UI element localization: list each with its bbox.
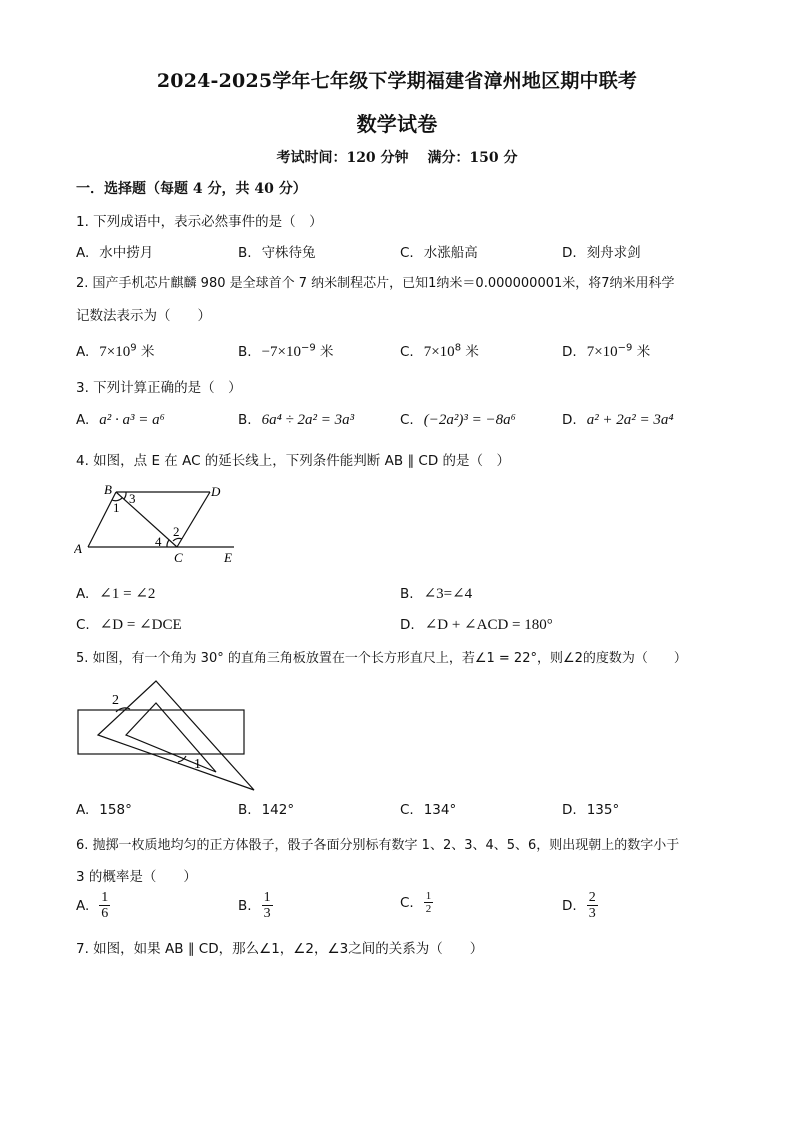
option-letter: D.: [562, 897, 577, 914]
option-letter: D.: [562, 802, 577, 818]
option-letter: B.: [238, 344, 252, 360]
section-heading: 一．选择题（每题 4 分，共 40 分）: [76, 181, 307, 197]
numerator: 1: [101, 890, 109, 905]
option-letter: C.: [76, 617, 90, 633]
label-angle-2: 2: [173, 524, 180, 539]
arc-angle-4: [167, 540, 169, 547]
fraction: [99, 890, 110, 921]
time-label: 考试时间：120 分钟: [276, 150, 409, 166]
option-letter: C.: [400, 894, 414, 911]
option-letter: D.: [562, 412, 577, 428]
q5-option-b[interactable]: [238, 802, 294, 818]
option-text: 水中捞月: [99, 245, 154, 261]
option-letter: B.: [238, 245, 252, 261]
option-expression: a² + 2a² = 3a⁴: [586, 412, 674, 428]
option-base: −7×10: [261, 344, 301, 360]
q3-option-a[interactable]: [76, 412, 165, 429]
fraction: [424, 890, 434, 915]
option-letter: C.: [400, 802, 414, 818]
option-unit: 米: [636, 344, 651, 360]
option-letter: B.: [238, 897, 252, 914]
label-angle-1: 1: [194, 757, 201, 772]
denominator: 6: [101, 906, 109, 921]
option-base: 7×10: [423, 344, 455, 360]
line-bc: [116, 492, 177, 547]
option-letter: A.: [76, 586, 90, 602]
q6-option-b[interactable]: [238, 890, 273, 921]
option-unit: 米: [465, 344, 479, 360]
option-exp: 9: [130, 342, 137, 354]
option-unit: 米: [140, 344, 155, 360]
option-text: ∠3=∠4: [423, 586, 473, 602]
question-3-stem: 3. 下列计算正确的是（ ）: [76, 380, 242, 396]
q5-option-d[interactable]: [562, 802, 619, 818]
option-letter: C.: [400, 412, 414, 428]
option-text: ∠1 = ∠2: [99, 586, 156, 602]
option-letter: A.: [76, 412, 90, 428]
q2-option-d[interactable]: [562, 340, 650, 361]
question-5-stem: 5. 如图，有一个角为 30° 的直角三角板放置在一个长方形直尺上，若∠1 = 22°，则∠2的度数为（ ）: [76, 651, 687, 666]
option-expression: 6a⁴ ÷ 2a² = 3a³: [261, 412, 355, 428]
score-label: 满分：150 分: [427, 150, 518, 166]
inner-triangle: [126, 703, 216, 772]
option-letter: D.: [562, 245, 577, 261]
option-text: 水涨船高: [423, 245, 478, 261]
q6-option-c[interactable]: [400, 890, 433, 915]
option-text: 134°: [423, 802, 457, 818]
numerator: 1: [263, 890, 271, 905]
option-text: 刻舟求剑: [586, 245, 641, 261]
option-expression: (−2a²)³ = −8a⁶: [423, 412, 516, 428]
option-letter: A.: [76, 897, 90, 914]
option-text: 135°: [586, 802, 620, 818]
arc-angle-3: [124, 492, 126, 499]
q1-option-d[interactable]: [562, 241, 641, 261]
denominator: 3: [588, 906, 596, 921]
q4-figure: [74, 480, 244, 570]
q5-figure: [74, 676, 274, 794]
question-4-stem: 4. 如图，点 E 在 AC 的延长线上，下列条件能判断 AB ∥ CD 的是（ ）: [76, 453, 511, 469]
label-angle-2: 2: [112, 693, 119, 708]
q1-option-a[interactable]: [76, 241, 153, 261]
q2-option-a[interactable]: [76, 340, 154, 361]
label-a: A: [74, 541, 82, 556]
exam-meta: [0, 147, 794, 167]
option-letter: A.: [76, 245, 90, 261]
option-unit: 米: [320, 344, 334, 360]
label-angle-3: 3: [129, 491, 136, 506]
option-letter: C.: [400, 245, 414, 261]
option-text: 158°: [99, 802, 132, 818]
question-6-stem-line2: 3 的概率是（ ）: [76, 869, 197, 885]
option-base: 7×10: [586, 344, 618, 360]
question-7-stem: 7. 如图，如果 AB ∥ CD，那么∠1，∠2，∠3之间的关系为（ ）: [76, 941, 484, 957]
outer-triangle: [98, 681, 254, 790]
label-angle-1: 1: [113, 500, 120, 515]
numerator: 2: [588, 890, 596, 905]
exam-subtitle: 数学试卷: [356, 112, 438, 136]
denominator: 2: [425, 903, 432, 915]
question-6-stem-line1: 6. 抛掷一枚质地均匀的正方体骰子，骰子各面分别标有数字 1、2、3、4、5、6，则出现朝上的数字小于: [76, 838, 680, 853]
option-text: 142°: [261, 802, 295, 818]
option-letter: C.: [400, 344, 414, 360]
option-letter: B.: [400, 586, 414, 602]
ruler-rectangle: [78, 710, 244, 754]
denominator: 3: [263, 906, 271, 921]
q3-option-b[interactable]: [238, 412, 354, 429]
option-letter: D.: [562, 344, 577, 360]
q4-option-c[interactable]: [76, 615, 182, 634]
q1-option-b[interactable]: [238, 241, 316, 261]
q3-option-d[interactable]: [562, 412, 674, 429]
option-text: ∠D + ∠ACD = 180°: [424, 617, 553, 633]
q5-option-a[interactable]: [76, 802, 132, 818]
question-2-stem-line1: 2. 国产手机芯片麒麟 980 是全球首个 7 纳米制程芯片，已知1纳米＝0.000000001米，将7纳米用科学: [76, 276, 675, 291]
question-1-stem: 1. 下列成语中，表示必然事件的是（ ）: [76, 214, 323, 230]
q5-option-c[interactable]: [400, 802, 456, 818]
label-d: D: [211, 484, 221, 499]
q2-option-b[interactable]: [238, 340, 334, 361]
q2-option-c[interactable]: [400, 340, 479, 361]
option-expression: a² · a³ = a⁶: [99, 412, 165, 428]
q4-option-d[interactable]: [400, 615, 553, 634]
option-letter: B.: [238, 412, 252, 428]
line-ab: [88, 492, 116, 547]
option-exp: −9: [617, 342, 633, 354]
label-e: E: [224, 550, 232, 565]
option-letter: D.: [400, 617, 415, 633]
option-letter: B.: [238, 802, 252, 818]
option-base: 7×10: [99, 344, 131, 360]
option-exp: −9: [300, 342, 316, 354]
option-letter: A.: [76, 802, 90, 818]
q6-option-d[interactable]: [562, 890, 598, 921]
exam-title: 2024-2025学年七年级下学期福建省漳州地区期中联考: [156, 70, 638, 92]
numerator: 1: [425, 890, 432, 902]
option-text: ∠D = ∠DCE: [99, 617, 182, 633]
question-2-stem-line2: 记数法表示为（ ）: [76, 308, 211, 324]
fraction: [587, 890, 598, 921]
q6-option-a[interactable]: [76, 890, 110, 921]
label-c: C: [174, 550, 183, 565]
q1-option-c[interactable]: [400, 241, 478, 261]
option-text: 守株待兔: [261, 245, 316, 261]
q4-option-b[interactable]: [400, 584, 472, 603]
q4-option-a[interactable]: [76, 584, 155, 603]
option-letter: A.: [76, 344, 90, 360]
fraction: [262, 890, 273, 921]
label-b: B: [104, 482, 112, 497]
option-exp: 8: [454, 342, 462, 354]
q3-option-c[interactable]: [400, 412, 516, 429]
label-angle-4: 4: [155, 534, 162, 549]
